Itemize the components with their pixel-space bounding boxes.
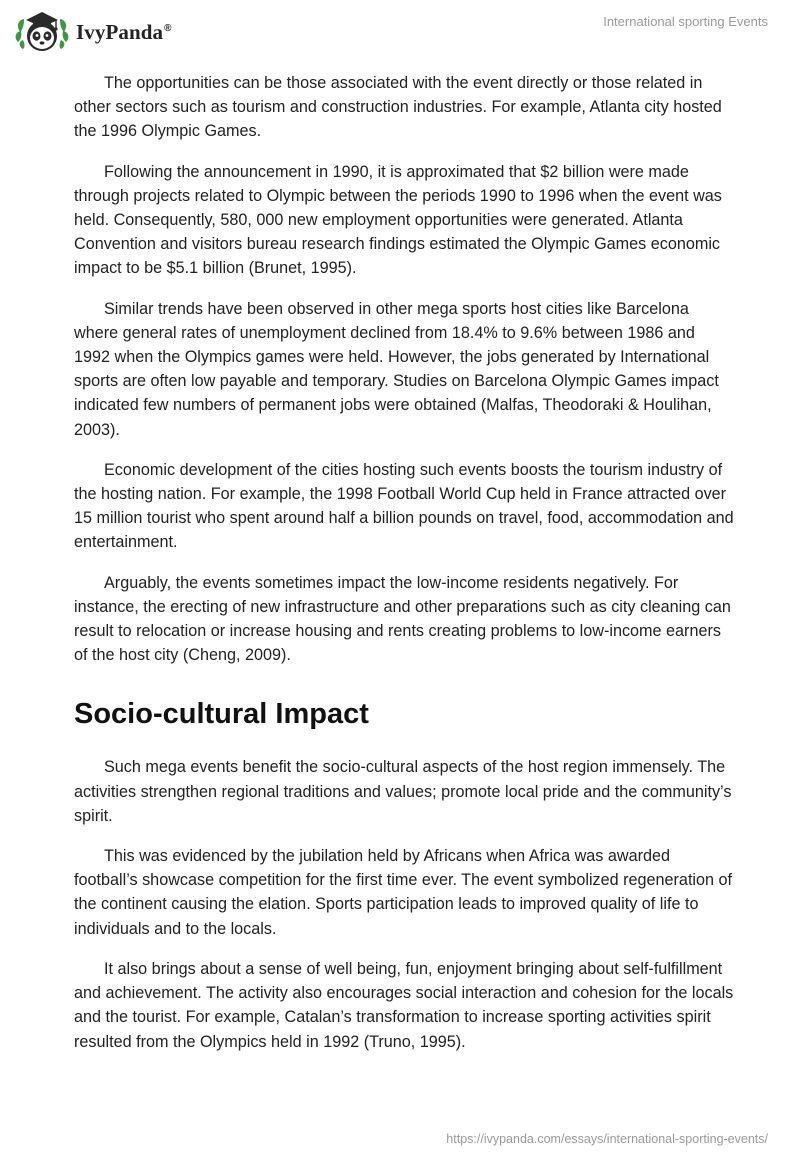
essay-body bbox=[74, 71, 734, 1070]
paragraph: Arguably, the events sometimes impact the low-income residents negatively. For instance, the erecting of new infrastructure and other preparations such as city cleaning can result to relocation or increase housing and rents creating problems to low-income earners of the host city (Cheng, 2009). bbox=[74, 573, 731, 665]
logo-wordmark: IvyPanda® bbox=[76, 19, 172, 44]
source-url[interactable]: https://ivypanda.com/essays/international-sporting-events/ bbox=[446, 1132, 768, 1146]
paragraph: This was evidenced by the jubilation held by Africans when Africa was awarded football’s showcase competition for the first time ever. The event symbolized regeneration of the continent causing the elation. Sports participation leads to improved quality of life to individuals and to the locals. bbox=[74, 847, 733, 938]
paragraph: It also brings about a sense of well being, fun, enjoyment bringing about self-fulfillment and achievement. The activity also encourages social interaction and cohesion for the locals and the tourist. For example, Catalan’s transformation to increase sporting activities spirit resulted from the Olympics held in 1992 (Truno, 1995). bbox=[74, 959, 734, 1051]
section-heading: Socio-cultural Impact bbox=[74, 698, 369, 731]
paragraph: Such mega events benefit the socio-cultural aspects of the host region immensely. The activities strengthen regional traditions and values; promote local pride and the community’s spirit. bbox=[74, 758, 732, 825]
panda-graduate-icon bbox=[14, 8, 70, 54]
ivypanda-logo[interactable] bbox=[14, 8, 172, 54]
paragraph: Following the announcement in 1990, it is approximated that $2 billion were made through projects related to Olympic between the periods 1990 to 1996 when the event was held. Consequently, 580, 000 new employment opportunities were generated. Atlanta Convention and visitors bureau research findings estimated the Olympic Games economic impact to be $5.1 billion (Brunet, 1995). bbox=[74, 162, 722, 278]
page-header bbox=[0, 0, 800, 70]
paragraph: Economic development of the cities hosting such events boosts the tourism industry of the hosting nation. For example, the 1998 Football World Cup held in France attracted over 15 million tourist who spent around half a billion pounds on travel, food, accommodation and entertainment. bbox=[74, 460, 734, 552]
paragraph: The opportunities can be those associated with the event directly or those related in other sectors such as tourism and construction industries. For example, Atlanta city hosted the 1996 Olympic Games. bbox=[74, 74, 722, 141]
paragraph: Similar trends have been observed in other mega sports host cities like Barcelona where general rates of unemployment declined from 18.4% to 9.6% between 1986 and 1992 when the Olympics games were held. However, the jobs generated by International sports are often low payable and temporary. Studies on Barcelona Olympic Games impact indicated few numbers of permanent jobs were obtained (Malfas, Theodoraki & Houlihan, 2003). bbox=[74, 299, 719, 439]
document-title: International sporting Events bbox=[603, 14, 768, 29]
